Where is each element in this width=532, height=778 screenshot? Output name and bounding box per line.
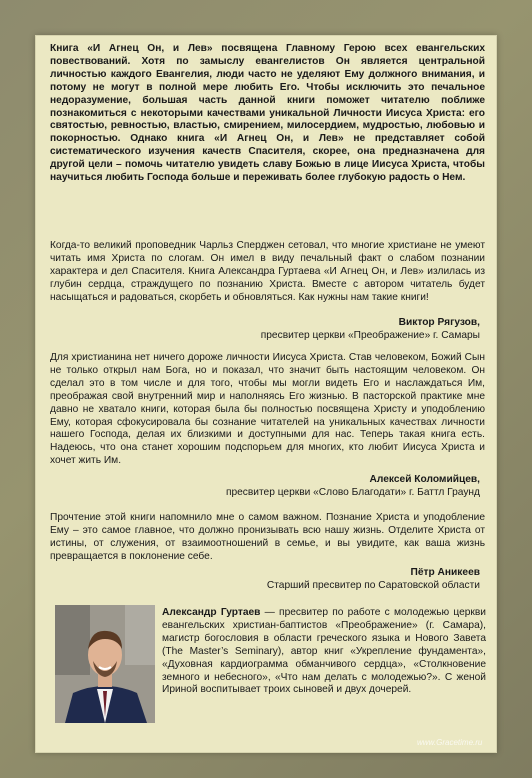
review-text-3: Прочтение этой книги напомнило мне о самом важном. Познание Христа и уподобление Ему – это самое главное, что должно пронизывать всю нашу жизнь. Отделите Христа от истины, от служения, от взаимоотношений в семье, и вы увидите, как ваша жизнь превращается в поклонение себе. [50, 512, 485, 562]
reviewer-role: пресвитер церкви «Слово Благодати» г. Баттл Граунд [225, 486, 480, 498]
intro-paragraph: Книга «И Агнец Он, и Лев» посвящена Главному Герою всех евангельских повествований. Хотя по замыслу евангелистов Он является центральной личностью каждого Евангелия, люди часто не уделяют Ему должного внимания, и потому не могут в полной мере любить Его. Чтобы исключить это печальное недоразумение, большая часть данной книги поможет читателю поближе познакомиться с некоторыми качествами уникальной Личности Иисуса Христа: его святостью, ревностью, властью, смирением, милосердием, мудростью, любовью и покорностью. Однако книга «И Агнец Он, и Лев» не представляет собой систематического изучения качеств Спасителя, скорее, она предназначена для другой цели – помочь читателю увидеть славу Божью в лице Иисуса Христа, чтобы научиться любить Господа больше и переживать более глубокую радость о Нем. [50, 43, 485, 184]
author-portrait-icon [55, 605, 155, 723]
reviewer-name: Пётр Аникеев [410, 567, 480, 578]
reviewer-name: Алексей Коломийцев, [369, 474, 480, 485]
author-bio [162, 607, 486, 697]
reviewer-role: Старший пресвитер по Саратовской области [266, 579, 480, 591]
reviewer-role: пресвитер церкви «Преображение» г. Самары [260, 329, 480, 341]
reviewer-name: Виктор Рягузов, [398, 317, 480, 328]
review-signature-2 [50, 474, 480, 500]
review-text-2: Для христианина нет ничего дороже личности Иисуса Христа. Став человеком, Божий Сын не только открыл нам Бога, но и показал, что значит быть настоящим человеком. Он сделал это в том числе и для того, чтобы мы могли видеть Его и наслаждаться Им, преображая свой внутренний мир и наполняясь Его жизнью. В пасторской практике мне давно не хватало книги, которая была бы полностью посвящена Христу и уподоблению Ему, которая сфокусировала бы сознание читателей на уникальных качествах личности нашего Господа, делая их близкими и доступными для нас. Теперь такая книга есть. Надеюсь, что она станет хорошим подспорьем для многих, кто любит Иисуса Христа и хочет жить Им. [50, 352, 485, 467]
author-name: Александр Гуртаев [162, 607, 261, 618]
review-signature-1 [50, 317, 480, 343]
review-signature-3 [50, 567, 480, 593]
watermark: www.Gracetime.ru [417, 738, 483, 747]
review-text-1: Когда-то великий проповедник Чарльз Сперджен сетовал, что многие христиане не умеют читать имя Христа по слогам. Он имел в виду печальный факт о слабом познании характера и дел Спасителя. Книга Александра Гуртаева «И Агнец Он, и Лев» излилась из глубин сердца, страждущего по познанию Христа. Вместе с автором читатель будет насыщаться и радоваться, скорбеть и обновляться. Как нужны нам такие книги! [50, 240, 485, 303]
author-bio-text: — пресвитер по работе с молодежью церкви евангельских христиан-баптистов «Преображение» (г. Самара), магистр богословия в области греческого языка и Нового Завета (The Master’s Seminary), автор книг «Укрепление фундамента», «Духовная кардиограмма обманчивого сердца», «Столкновение земного и небесного», «Что нам делать с молодежью?». С женой Ириной воспитывает троих сыновей и двух дочерей. [162, 607, 486, 696]
author-photo [55, 605, 155, 723]
